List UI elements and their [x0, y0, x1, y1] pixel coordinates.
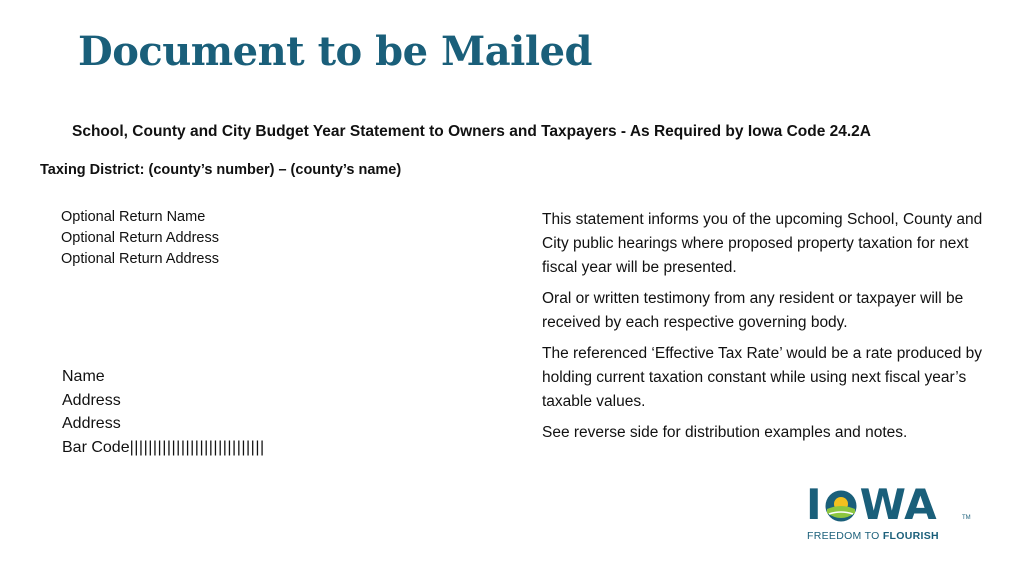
logo-tagline	[807, 530, 939, 542]
logo-letters-wa: WA	[859, 480, 937, 529]
barcode-label: Bar Code	[62, 438, 130, 456]
iowa-logo	[806, 480, 976, 544]
logo-tagline-bold: FLOURISH	[882, 530, 939, 542]
slide-title: Document to be Mailed	[78, 28, 592, 75]
return-address-line: Optional Return Address	[61, 230, 219, 246]
recipient-address-line: Address	[62, 415, 121, 432]
info-paragraph-reverse-side: See reverse side for distribution examples and notes.	[542, 424, 908, 441]
info-paragraph-testimony: Oral or written testimony from any resident or taxpayer will be received by each respective governing body.	[542, 290, 964, 331]
recipient-address-line: Address	[62, 391, 121, 409]
barcode-line	[62, 436, 265, 460]
barcode-bars: |||||||||||||||||||||||||||||	[129, 438, 265, 456]
recipient-address-block	[62, 365, 265, 459]
return-address-line: Optional Return Address	[61, 251, 219, 267]
info-paragraph-effective-rate: The referenced ‘Effective Tax Rate’ would be a rate produced by holding current taxation constant while using next fiscal year’s taxable values.	[542, 345, 983, 410]
logo-tagline-light: FREEDOM TO	[807, 530, 883, 542]
return-name: Optional Return Name	[61, 209, 206, 225]
info-text-block	[542, 208, 992, 452]
logo-wordmark	[806, 480, 937, 529]
return-address-block	[61, 207, 219, 270]
logo-letter-i: I	[806, 480, 822, 529]
taxing-district-line: Taxing District: (county’s number) – (county’s name)	[40, 162, 402, 178]
sun-icon	[824, 488, 858, 522]
document-heading: School, County and City Budget Year Statement to Owners and Taxpayers - As Required by Iowa Code 24.2A	[72, 123, 871, 140]
logo-trademark: TM	[962, 515, 971, 521]
recipient-name: Name	[62, 368, 105, 385]
info-paragraph-hearings: This statement informs you of the upcoming School, County and City public hearings where proposed property taxation for next fiscal year will be presented.	[542, 211, 983, 276]
